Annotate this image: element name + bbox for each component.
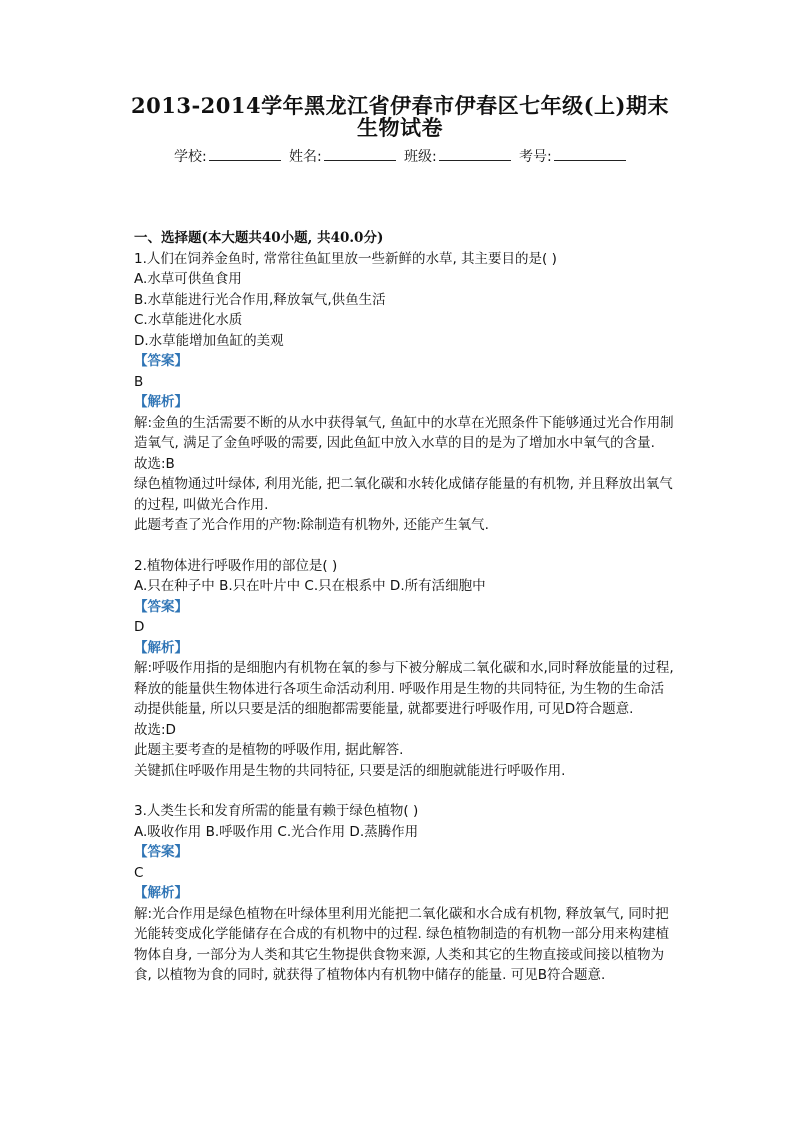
question-stem: 3.人类生长和发育所需的能量有赖于绿色植物( ) <box>134 803 419 819</box>
question-option: D.水草能增加鱼缸的美观 <box>134 332 284 349</box>
answer-value: C <box>134 864 144 881</box>
school-label: 学校: <box>174 149 207 165</box>
question-option: A.只在种子中 B.只在叶片中 C.只在根系中 D.所有活细胞中 <box>134 578 486 594</box>
question-option: B.水草能进行光合作用,释放氧气,供鱼生活 <box>134 291 386 308</box>
page-title-line-1: 2013-2014学年黑龙江省伊春市伊春区七年级(上)期末 <box>131 93 669 118</box>
answer-value: B <box>134 373 144 390</box>
question-stem: 1.人们在饲养金鱼时, 常常往鱼缸里放一些新鲜的水草, 其主要目的是( ) <box>134 250 557 267</box>
analysis-paragraph: 此题考查了光合作用的产物:除制造有机物外, 还能产生氧气. <box>134 517 489 533</box>
exam-number-label: 考号: <box>519 149 552 165</box>
analysis-paragraph: 解:金鱼的生活需要不断的从水中获得氧气, 鱼缸中的水草在光照条件下能够通过光合作用制造氧气, 满足了金鱼呼吸的需要, 因此鱼缸中放入水草的目的是为了增加水中氧气的含量. <box>134 414 674 451</box>
answer-tag: 【答案】 <box>134 598 188 615</box>
question-block <box>134 801 674 986</box>
name-label: 姓名: <box>289 149 322 165</box>
analysis-tag: 【解析】 <box>134 639 188 656</box>
question-option: A.吸收作用 B.呼吸作用 C.光合作用 D.蒸腾作用 <box>134 823 419 840</box>
name-field[interactable] <box>324 146 396 161</box>
analysis-tag: 【解析】 <box>134 394 188 410</box>
analysis-paragraph: 故选:B <box>134 455 175 472</box>
analysis-paragraph: 关键抓住呼吸作用是生物的共同特征, 只要是活的细胞就能进行呼吸作用. <box>134 762 566 779</box>
answer-value: D <box>134 619 145 635</box>
answer-tag: 【答案】 <box>134 844 188 860</box>
section-title: 一、选择题(本大题共40小题, 共40.0分) <box>134 230 384 246</box>
question-block <box>134 556 674 782</box>
analysis-paragraph: 故选:D <box>134 721 176 738</box>
question-option: C.水草能进化水质 <box>134 312 243 328</box>
analysis-paragraph: 解:光合作用是绿色植物在叶绿体里利用光能把二氧化碳和水合成有机物, 释放氧气, 同时把光能转变成化学能储存在合成的有机物中的过程. 绿色植物制造的有机物一部分用来构建植物体自身, 一部分为人类和其它生物提供食物来源, 人类和其它的生物直接或间接以植物为食, 以植物为食的同时, 就获得了植物体内有机物中储存的能量. 可见B符合题意. <box>134 905 670 983</box>
question-option: A.水草可供鱼食用 <box>134 271 242 287</box>
class-label: 班级: <box>404 149 437 165</box>
class-field[interactable] <box>439 146 511 161</box>
answer-tag: 【答案】 <box>134 353 188 369</box>
exam-content <box>134 228 674 986</box>
analysis-tag: 【解析】 <box>134 885 188 901</box>
question-block <box>134 249 674 536</box>
exam-number-field[interactable] <box>554 146 626 161</box>
page-title-line-2: 生物试卷 <box>357 115 443 140</box>
school-field[interactable] <box>209 146 281 161</box>
analysis-paragraph: 绿色植物通过叶绿体, 利用光能, 把二氧化碳和水转化成储存能量的有机物, 并且释放出氧气的过程, 叫做光合作用. <box>134 476 673 513</box>
question-stem: 2.植物体进行呼吸作用的部位是( ) <box>134 557 338 574</box>
analysis-paragraph: 解:呼吸作用指的是细胞内有机物在氧的参与下被分解成二氧化碳和水,同时释放能量的过程, 释放的能量供生物体进行各项生命活动利用. 呼吸作用是生物的共同特征, 为生物的生命活动提供能量, 所以只要是活的细胞都需要能量, 就都要进行呼吸作用, 可见D符合题意. <box>134 660 674 717</box>
student-info-fields <box>174 146 634 166</box>
analysis-paragraph: 此题主要考查的是植物的呼吸作用, 据此解答. <box>134 742 404 758</box>
